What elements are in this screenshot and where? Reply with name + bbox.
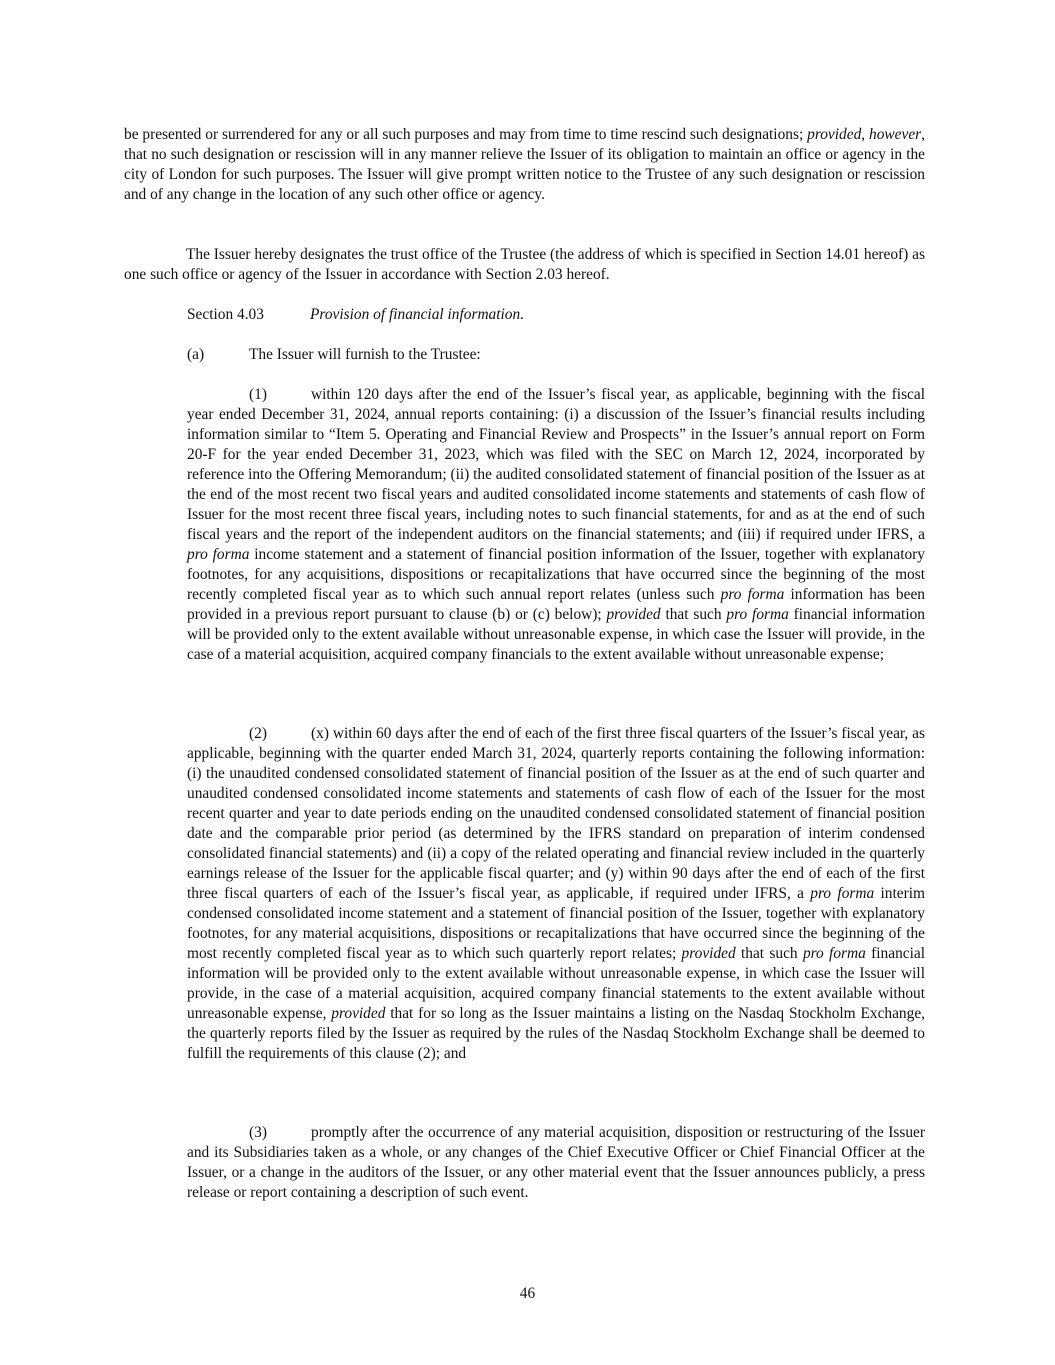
text-run: that such [735,945,803,962]
text-run: be presented or surrendered for any or all such purposes and may from time to time rescind such designations; [124,126,808,143]
text-run: , [861,126,869,143]
clause-2-label: (2) [249,725,267,742]
paragraph-trust-office-designation: The Issuer hereby designates the trust office of the Trustee (the address of which is specified in Section 14.01 hereof) as one such office or agency of the Issuer in accordance with Section 2.03 hereof. [124,246,925,283]
italic-run: provided [606,606,661,623]
text-run: information has been provided in a previous report pursuant to clause (b) or (c) below); [187,586,925,623]
italic-run: pro forma [720,586,785,603]
clause-1-annual-reports [187,385,925,665]
text-run: income statement and a statement of financial position information of the Issuer, together with explanatory footnotes, for any acquisitions, dispositions or recapitalizations that have occurred since the beginning of the most recently completed fiscal year as to which such annual report relates (unless such [187,546,925,603]
italic-run: pro forma [187,546,250,563]
italic-run: pro forma [726,606,789,623]
text-run: promptly after the occurrence of any material acquisition, disposition or restructuring of the Issuer and its Subsidiaries taken as a whole, or any changes of the Chief Executive Officer or Chief Financial Officer at the Issuer, or a change in the auditors of the Issuer, or any other material event that the Issuer announces publicly, a press release or report containing a description of such event. [187,1124,925,1201]
section-title: Provision of financial information. [310,306,525,323]
page-number: 46 [519,1285,536,1302]
clause-3-label: (3) [249,1124,267,1141]
clause-2-quarterly-reports [187,724,925,1064]
paragraph-office-agency-continuation [124,125,925,205]
text-run: financial information will be provided only to the extent available without unreasonable expense, in which case the Issuer will provide, in the case of a material acquisition, acquired company financial statements to the extent available without unreasonable expense, [187,945,925,1022]
text-run: financial information will be provided only to the extent available without unreasonable expense, in which case the Issuer will provide, in the case of a material acquisition, acquired company financials to the extent available without unreasonable expense; [187,606,925,663]
section-number: Section 4.03 [187,306,264,323]
text-run: interim condensed consolidated income statement and a statement of financial position of the Issuer, together with explanatory footnotes, for any material acquisitions, dispositions or recapitalizations that have occurred since the beginning of the most recently completed fiscal year as to which such quarterly report relates; [187,885,925,962]
italic-run: provided [807,126,862,143]
text-run: that for so long as the Issuer maintains a listing on the Nasdaq Stockholm Exchange, the quarterly reports filed by the Issuer as required by the rules of the Nasdaq Stockholm Exchange shall be deemed to fulfill the requirements of this clause (2); and [187,1005,925,1062]
italic-run: pro forma [802,945,866,962]
text-run: that such [660,606,727,623]
italic-run: provided [331,1005,386,1022]
italic-run: however [869,126,922,143]
text-run: , that no such designation or rescission will in any manner relieve the Issuer of its obligation to maintain an office or agency in the city of London for such purposes. The Issuer will give prompt written notice to the Trustee of any such designation or rescission and of any change in the location of any such other office or agency. [124,126,925,203]
text-run: (x) within 60 days after the end of each of the first three fiscal quarters of the Issuer’s fiscal year, as applicable, beginning with the quarter ended March 31, 2024, quarterly reports containing the following information: (i) the unaudited condensed consolidated statement of financial position of the Issuer as at the end of such quarter and unaudited condensed consolidated income statements and statements of cash flow of each of the Issuer for the most recent quarter and year to date periods ending on the unaudited condensed consolidated statement of financial position date and the comparable prior period (as determined by the IFRS standard on preparation of interim condensed consolidated financial statements) and (ii) a copy of the related operating and financial review included in the quarterly earnings release of the Issuer for the applicable fiscal quarter; and (y) within 90 days after the end of each of the first three fiscal quarters of each of the Issuer’s fiscal year, as applicable, if required under IFRS, a [187,725,925,902]
clause-a-label: (a) [187,346,205,363]
text-run: within 120 days after the end of the Issuer’s fiscal year, as applicable, beginning with the fiscal year ended December 31, 2024, annual reports containing: (i) a discussion of the Issuer’s financial results including information similar to “Item 5. Operating and Financial Review and Prospects” in the Issuer’s annual report on Form 20-F for the year ended December 31, 2023, which was filed with the SEC on March 12, 2024, incorporated by reference into the Offering Memorandum; (ii) the audited consolidated statement of financial position of the Issuer as at the end of the most recent two fiscal years and audited consolidated income statements and statements of cash flow of Issuer for the most recent three fiscal years, including notes to such financial statements, for and as at the end of such fiscal years and the report of the independent auditors on the financial statements; and (iii) if required under IFRS, a [187,386,925,543]
clause-1-label: (1) [249,386,267,403]
italic-run: provided [681,945,736,962]
italic-run: pro forma [810,885,875,902]
clause-a-text: The Issuer will furnish to the Trustee: [249,346,481,363]
clause-3-material-events [187,1123,925,1203]
